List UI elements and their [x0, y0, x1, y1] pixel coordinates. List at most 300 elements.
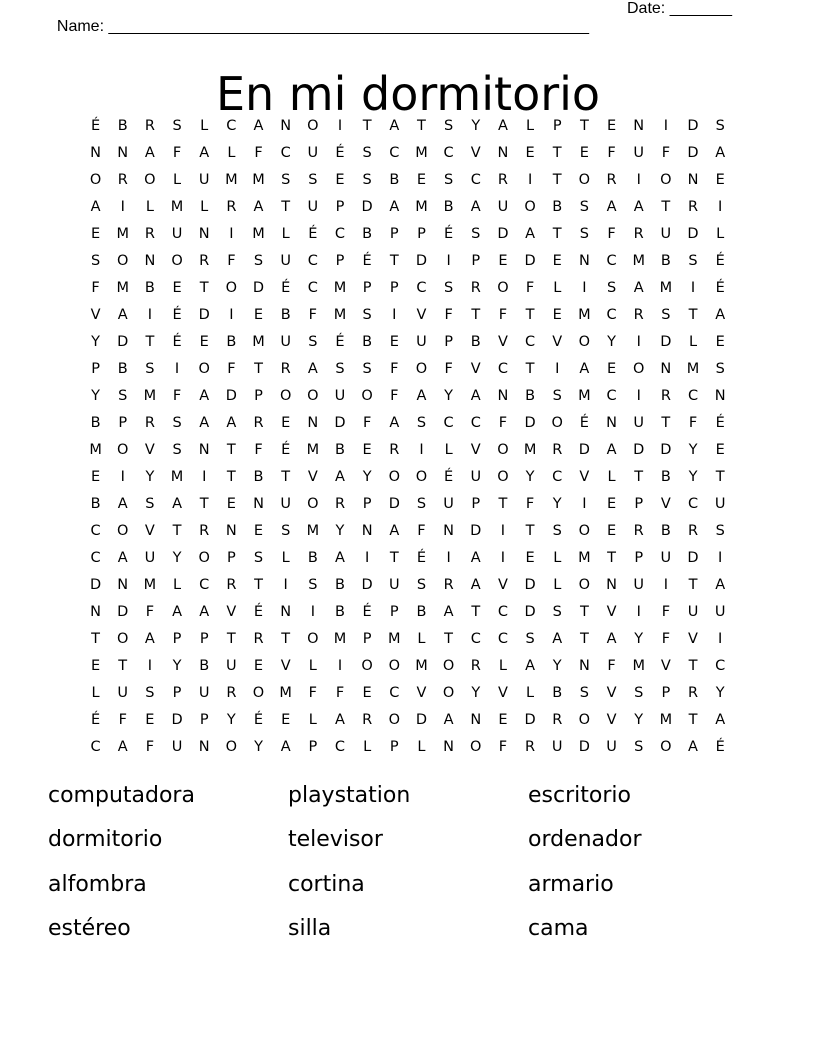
grid-letter: Y: [715, 684, 725, 701]
grid-letter: R: [226, 198, 237, 215]
grid-letter: S: [715, 522, 725, 539]
grid-letter: B: [389, 171, 400, 188]
grid-letter: E: [281, 414, 291, 431]
grid-letter: V: [552, 333, 563, 350]
grid-letter: T: [226, 630, 236, 647]
grid-letter: Y: [552, 657, 562, 674]
grid-letter: S: [579, 225, 589, 242]
grid-letter: V: [144, 522, 155, 539]
grid-letter: Y: [607, 333, 616, 350]
grid-letter: N: [687, 171, 699, 188]
grid-letter: O: [470, 738, 482, 755]
grid-letter: T: [688, 576, 698, 593]
grid-letter: A: [443, 711, 454, 728]
grid-letter: I: [337, 117, 343, 134]
grid-letter: B: [416, 603, 427, 620]
grid-letter: É: [172, 333, 182, 350]
grid-letter: A: [307, 360, 318, 377]
grid-letter: R: [633, 306, 644, 323]
grid-letter: S: [145, 495, 155, 512]
grid-letter: S: [253, 252, 264, 269]
grid-row: [82, 220, 734, 247]
grid-letter: S: [362, 360, 372, 377]
grid-letter: B: [253, 468, 264, 485]
grid-letter: T: [281, 630, 291, 647]
grid-letter: V: [579, 468, 590, 485]
grid-letter: I: [718, 630, 723, 647]
grid-row: [82, 382, 734, 409]
grid-letter: N: [253, 495, 264, 512]
grid-letter: B: [525, 387, 536, 404]
grid-letter: A: [688, 738, 698, 755]
grid-letter: D: [171, 711, 183, 728]
grid-letter: A: [335, 711, 345, 728]
grid-letter: S: [444, 279, 454, 296]
grid-letter: T: [118, 657, 128, 674]
grid-row: [82, 544, 734, 571]
grid-letter: A: [470, 198, 481, 215]
grid-letter: N: [144, 252, 156, 269]
grid-letter: B: [335, 441, 345, 458]
grid-letter: S: [661, 306, 671, 323]
grid-letter: N: [90, 144, 101, 161]
grid-letter: U: [606, 738, 617, 755]
grid-letter: R: [362, 711, 373, 728]
grid-letter: A: [90, 198, 101, 215]
grid-letter: I: [446, 252, 451, 269]
grid-letter: B: [362, 333, 373, 350]
grid-letter: V: [660, 495, 671, 512]
grid-letter: D: [660, 441, 672, 458]
grid-letter: O: [578, 522, 591, 539]
grid-letter: T: [389, 252, 399, 269]
grid-letter: M: [116, 279, 129, 296]
grid-letter: L: [553, 279, 562, 296]
grid-letter: N: [578, 657, 590, 674]
grid-letter: L: [227, 144, 236, 161]
grid-letter: Y: [471, 684, 481, 701]
grid-letter: F: [308, 684, 317, 701]
grid-letter: T: [661, 414, 671, 431]
grid-letter: C: [470, 414, 481, 431]
grid-letter: P: [362, 279, 372, 296]
grid-letter: D: [578, 738, 590, 755]
grid-row: [82, 436, 734, 463]
grid-letter: M: [578, 549, 591, 566]
grid-letter: U: [633, 576, 645, 593]
grid-letter: I: [229, 306, 234, 323]
grid-letter: A: [497, 117, 508, 134]
word-list: [48, 776, 768, 953]
grid-letter: B: [144, 279, 155, 296]
grid-letter: Y: [552, 495, 562, 512]
grid-letter: M: [143, 387, 157, 404]
grid-letter: D: [252, 279, 265, 296]
grid-letter: A: [715, 144, 726, 161]
grid-letter: D: [633, 441, 645, 458]
grid-letter: F: [525, 495, 535, 512]
grid-row: [82, 301, 734, 328]
grid-letter: O: [524, 198, 536, 215]
grid-letter: T: [552, 144, 562, 161]
grid-letter: A: [117, 738, 128, 755]
grid-letter: T: [471, 603, 481, 620]
grid-letter: E: [199, 333, 209, 350]
grid-letter: D: [578, 441, 590, 458]
grid-letter: U: [497, 198, 509, 215]
grid-letter: L: [553, 549, 562, 566]
word-list-item: televisor: [288, 827, 383, 853]
grid-letter: T: [226, 468, 236, 485]
grid-letter: F: [607, 657, 616, 674]
grid-letter: U: [633, 414, 645, 431]
grid-letter: N: [280, 117, 292, 134]
grid-letter: D: [334, 414, 346, 431]
grid-letter: I: [500, 549, 506, 566]
grid-letter: C: [443, 414, 454, 431]
grid-letter: I: [446, 549, 451, 566]
grid-letter: R: [199, 522, 210, 539]
grid-letter: M: [632, 252, 645, 269]
grid-letter: O: [198, 549, 210, 566]
grid-letter: L: [417, 630, 426, 647]
grid-letter: É: [444, 225, 454, 242]
grid-letter: S: [471, 225, 481, 242]
grid-row: [82, 409, 734, 436]
grid-letter: R: [253, 414, 264, 431]
grid-letter: E: [552, 252, 562, 269]
grid-letter: S: [634, 738, 644, 755]
grid-letter: V: [497, 576, 508, 593]
grid-letter: O: [307, 387, 319, 404]
grid-letter: D: [415, 252, 428, 269]
grid-letter: U: [388, 576, 400, 593]
grid-letter: A: [579, 360, 590, 377]
grid-letter: C: [443, 144, 454, 161]
grid-letter: R: [470, 657, 481, 674]
grid-letter: C: [416, 279, 427, 296]
grid-letter: P: [199, 630, 209, 647]
grid-letter: O: [361, 657, 373, 674]
grid-letter: I: [718, 549, 723, 566]
grid-letter: P: [471, 252, 481, 269]
grid-letter: P: [362, 630, 372, 647]
header: [48, 0, 748, 35]
grid-letter: E: [715, 333, 725, 350]
grid-letter: E: [281, 711, 291, 728]
grid-row: [82, 247, 734, 274]
grid-letter: C: [389, 144, 400, 161]
grid-letter: N: [660, 360, 672, 377]
grid-letter: E: [253, 522, 264, 539]
grid-letter: P: [172, 630, 182, 647]
grid-letter: E: [253, 306, 264, 323]
grid-letter: F: [390, 387, 399, 404]
grid-letter: L: [173, 171, 182, 188]
grid-letter: E: [226, 495, 236, 512]
grid-letter: A: [470, 549, 481, 566]
grid-letter: N: [361, 522, 373, 539]
grid-letter: D: [687, 549, 699, 566]
grid-letter: T: [661, 198, 671, 215]
grid-letter: N: [198, 225, 210, 242]
grid-letter: I: [636, 333, 641, 350]
grid-letter: I: [392, 306, 397, 323]
grid-letter: B: [335, 603, 345, 620]
grid-letter: P: [552, 117, 562, 134]
grid-letter: V: [280, 657, 291, 674]
grid-letter: P: [335, 198, 345, 215]
grid-letter: U: [171, 225, 183, 242]
grid-letter: F: [308, 306, 317, 323]
grid-row: [82, 274, 734, 301]
grid-letter: R: [389, 441, 400, 458]
grid-letter: É: [90, 711, 101, 728]
grid-letter: S: [634, 684, 644, 701]
grid-letter: U: [334, 387, 346, 404]
grid-letter: T: [417, 117, 426, 134]
grid-letter: F: [227, 360, 236, 377]
grid-letter: F: [390, 360, 399, 377]
grid-letter: S: [253, 549, 264, 566]
grid-letter: V: [606, 603, 617, 620]
grid-letter: E: [606, 522, 617, 539]
grid-letter: A: [117, 549, 128, 566]
grid-letter: P: [444, 333, 453, 350]
grid-letter: S: [715, 360, 725, 377]
grid-letter: S: [444, 171, 454, 188]
grid-letter: B: [117, 360, 128, 377]
grid-letter: É: [444, 468, 454, 485]
grid-letter: A: [335, 549, 345, 566]
grid-letter: L: [145, 198, 154, 215]
grid-letter: C: [307, 279, 318, 296]
grid-letter: B: [443, 198, 454, 215]
grid-letter: B: [117, 117, 128, 134]
grid-letter: R: [144, 117, 155, 134]
grid-letter: Y: [634, 630, 644, 647]
grid-letter: Y: [91, 387, 100, 404]
grid-letter: F: [254, 441, 263, 458]
grid-letter: M: [143, 576, 157, 593]
grid-letter: L: [91, 684, 100, 701]
grid-letter: I: [337, 657, 343, 674]
grid-letter: L: [607, 468, 616, 485]
grid-letter: B: [226, 333, 237, 350]
grid-letter: D: [524, 414, 536, 431]
grid-letter: U: [226, 657, 237, 674]
grid-letter: T: [525, 360, 535, 377]
grid-letter: N: [117, 144, 129, 161]
grid-letter: U: [660, 225, 672, 242]
grid-letter: N: [497, 387, 509, 404]
grid-letter: N: [470, 711, 482, 728]
grid-letter: É: [715, 738, 725, 755]
grid-letter: M: [578, 306, 591, 323]
grid-letter: O: [307, 630, 319, 647]
grid-letter: I: [636, 387, 641, 404]
grid-letter: C: [90, 549, 101, 566]
grid-letter: O: [578, 711, 591, 728]
grid-letter: B: [362, 225, 373, 242]
grid-letter: V: [307, 468, 318, 485]
grid-letter: F: [688, 414, 698, 431]
grid-letter: Y: [172, 549, 182, 566]
grid-letter: A: [389, 414, 400, 431]
grid-letter: A: [525, 657, 536, 674]
grid-letter: A: [389, 117, 400, 134]
word-list-item: ordenador: [528, 827, 642, 853]
grid-letter: O: [117, 522, 129, 539]
grid-letter: E: [416, 171, 427, 188]
grid-letter: C: [90, 738, 101, 755]
grid-letter: T: [688, 657, 698, 674]
grid-letter: F: [362, 414, 372, 431]
grid-letter: S: [579, 684, 589, 701]
grid-letter: F: [145, 738, 155, 755]
grid-letter: F: [498, 414, 508, 431]
grid-letter: O: [578, 171, 591, 188]
grid-letter: T: [471, 306, 481, 323]
grid-letter: E: [90, 657, 101, 674]
grid-letter: M: [333, 279, 347, 296]
grid-letter: O: [497, 441, 509, 458]
grid-letter: U: [171, 738, 183, 755]
grid-letter: P: [118, 414, 128, 431]
grid-letter: E: [389, 333, 399, 350]
grid-letter: Y: [525, 468, 535, 485]
grid-letter: N: [307, 414, 319, 431]
grid-letter: S: [335, 360, 345, 377]
grid-letter: S: [90, 252, 101, 269]
grid-letter: O: [660, 738, 672, 755]
word-list-item: cortina: [288, 871, 365, 897]
grid-letter: C: [90, 522, 101, 539]
grid-letter: F: [661, 603, 671, 620]
name-field-label: Name: ______________________________________________________: [56, 18, 589, 35]
grid-letter: E: [362, 684, 372, 701]
grid-letter: A: [144, 630, 155, 647]
grid-row: [82, 733, 734, 760]
grid-letter: U: [416, 333, 427, 350]
grid-letter: A: [389, 198, 400, 215]
grid-letter: É: [253, 711, 264, 728]
grid-letter: C: [497, 630, 508, 647]
grid-letter: O: [388, 657, 400, 674]
grid-letter: P: [389, 279, 399, 296]
grid-letter: P: [417, 225, 426, 242]
grid-letter: B: [660, 252, 671, 269]
grid-letter: P: [226, 549, 236, 566]
grid-letter: R: [552, 441, 563, 458]
grid-letter: O: [388, 468, 400, 485]
grid-letter: R: [199, 252, 210, 269]
grid-letter: I: [555, 360, 560, 377]
grid-letter: N: [443, 522, 455, 539]
grid-letter: P: [661, 684, 671, 701]
letter-grid: [82, 112, 734, 760]
grid-letter: É: [253, 603, 264, 620]
grid-letter: S: [416, 576, 427, 593]
grid-letter: F: [335, 684, 345, 701]
grid-letter: E: [90, 468, 101, 485]
grid-letter: D: [388, 495, 400, 512]
grid-letter: A: [470, 387, 481, 404]
grid-letter: N: [443, 738, 455, 755]
grid-letter: F: [444, 306, 453, 323]
grid-letter: P: [389, 738, 399, 755]
grid-letter: T: [688, 306, 698, 323]
grid-letter: M: [578, 387, 591, 404]
grid-letter: U: [117, 684, 129, 701]
grid-letter: E: [606, 360, 617, 377]
grid-letter: M: [252, 225, 265, 242]
grid-letter: N: [606, 576, 617, 593]
grid-letter: R: [552, 711, 563, 728]
grid-row: [82, 625, 734, 652]
grid-letter: F: [607, 225, 616, 242]
grid-letter: M: [388, 630, 401, 647]
grid-letter: S: [172, 441, 182, 458]
grid-letter: R: [253, 630, 264, 647]
grid-letter: R: [144, 225, 155, 242]
grid-letter: Y: [634, 711, 644, 728]
grid-letter: T: [254, 360, 263, 377]
grid-letter: T: [199, 279, 209, 296]
grid-letter: M: [333, 630, 347, 647]
grid-letter: S: [362, 171, 372, 188]
grid-letter: O: [225, 279, 238, 296]
grid-letter: P: [254, 387, 263, 404]
grid-letter: O: [171, 252, 183, 269]
grid-letter: E: [715, 441, 725, 458]
grid-letter: I: [690, 279, 696, 296]
grid-letter: C: [470, 171, 481, 188]
grid-letter: D: [117, 603, 129, 620]
grid-letter: A: [715, 576, 726, 593]
grid-letter: B: [90, 414, 101, 431]
grid-letter: D: [524, 603, 536, 620]
grid-letter: D: [687, 144, 699, 161]
grid-letter: O: [252, 684, 265, 701]
grid-letter: É: [308, 225, 318, 242]
grid-letter: V: [497, 333, 508, 350]
grid-letter: O: [89, 171, 102, 188]
grid-letter: S: [416, 414, 427, 431]
grid-letter: Y: [688, 441, 698, 458]
grid-letter: A: [253, 117, 264, 134]
word-list-item: silla: [288, 915, 332, 941]
grid-letter: L: [553, 576, 562, 593]
grid-letter: I: [202, 468, 207, 485]
grid-letter: I: [310, 603, 315, 620]
grid-letter: N: [198, 441, 210, 458]
grid-letter: U: [198, 171, 210, 188]
grid-letter: F: [172, 144, 182, 161]
grid-letter: M: [523, 441, 537, 458]
grid-letter: R: [687, 684, 699, 701]
grid-letter: O: [415, 360, 428, 377]
grid-letter: Y: [254, 738, 263, 755]
grid-row: [82, 355, 734, 382]
grid-letter: B: [90, 495, 101, 512]
grid-letter: L: [281, 549, 290, 566]
grid-letter: N: [633, 117, 645, 134]
grid-letter: U: [144, 549, 156, 566]
grid-letter: I: [120, 468, 125, 485]
grid-letter: F: [145, 603, 155, 620]
grid-letter: E: [145, 711, 155, 728]
